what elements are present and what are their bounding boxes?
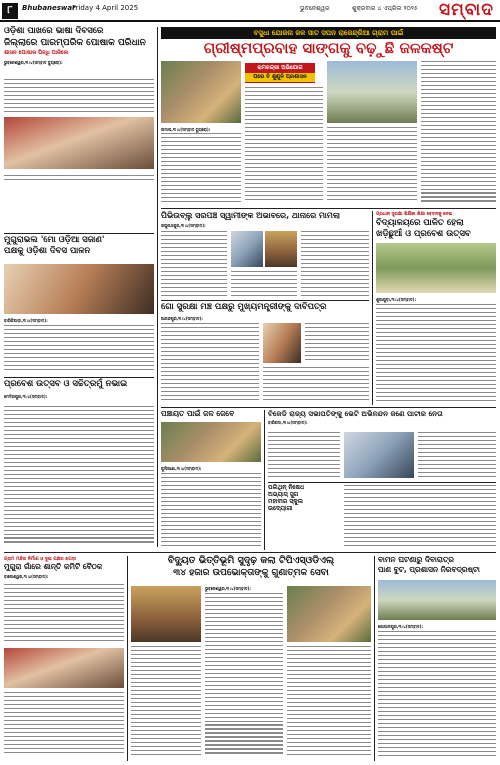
lead-body-col-1 — [161, 133, 241, 205]
story-bottom-left — [4, 556, 124, 761]
story-bottom-main-headline-1: ବିଦ୍ୟୁତ ଭିତ୍ତିଭୂମି ସୁଦୃଢ଼ କଲା ଟିପିଏସ୍‌ଓଡିଏଲ୍ — [167, 555, 335, 566]
story-bottom-main-headline-2: ୩୪ ହଜାର ଉପଭୋକ୍ତାଙ୍କୁ ଗୁଣାତ୍ମକ ସେବା — [173, 567, 329, 578]
story-5-headline: ବିଜେଡି ରାଜ୍ୟ ସଭାପତିଙ୍କୁ ଭେଟି ଅଭିନନ୍ଦନ ଜଣେ ପାଟୀର ନେତା — [268, 409, 443, 418]
story-5-body-col-2 — [418, 432, 496, 478]
story-5-subhead-4: ଉଦ୍ୟୋଗୀ — [268, 504, 293, 512]
story-bottom-right-photo — [378, 580, 496, 620]
story-bottom-main-photo-2 — [287, 586, 371, 642]
story-bottom-left-headline: ମୁଗୁରା ଗାଁରେ ଶାନ୍ତି କମିଟି ବୈଠକ — [4, 562, 103, 571]
left-low-story — [4, 380, 154, 550]
story-bottom-main — [131, 556, 371, 761]
lead-photo-2 — [327, 61, 417, 123]
story-bottom-left-photo — [4, 648, 124, 688]
story-4-headline: ପଞ୍ଚାୟତ ପାଇଁ ଜଳ ଜେବେ — [161, 409, 235, 418]
story-right — [376, 211, 496, 405]
left-top-body — [4, 79, 154, 113]
left-top-kicker: ଶାସନ ପୋଷାକ ପିନ୍ଧି ପାଳିଲେ — [4, 50, 69, 57]
story-4-photo — [161, 422, 261, 462]
lead-body-col-2 — [245, 87, 323, 205]
story-5 — [268, 410, 496, 550]
left-mid-photo — [4, 264, 154, 314]
left-mid-body — [4, 325, 154, 373]
left-top-story — [4, 27, 154, 235]
left-mid-headline-1: ମୁଗୁରାଭଲ 'ମୋ ଓଡ଼ିଆ ସଜାଣ' — [4, 235, 105, 245]
story-bottom-left-dateline: ବାଲେଶ୍ୱର,୩।୪(ସମ୍ବାଦ): — [4, 573, 49, 579]
story-2-headline: ପିଭିଉବ୍ଲୁ ସରପଞ୍ଚ ସ୍ୱାମୀଙ୍କ ଅଭାବରେ, ଥାନାରେ ମାମଲା — [161, 211, 340, 220]
lead-inset-line-1: ରାମଚନ୍ଦ୍ରୀ ଅଭିଯୋଗ — [257, 65, 303, 71]
story-2-body-col-1 — [161, 231, 227, 299]
newspaper-logo: ସମ୍ବାଦ — [439, 0, 494, 20]
left-low-body — [4, 406, 154, 548]
left-mid-headline-2: ପକ୍ଷକୁ ଓଡ଼ିଶା ଦିବସ ପାଳନ — [4, 245, 91, 256]
story-right-headline-1: ବିଦ୍ୟାଳୟରେ ପାଳିତ ହେଲା — [376, 218, 464, 228]
lead-body-col-3 — [327, 127, 417, 205]
story-right-dateline: ଶୁଆଗୁଡ଼ା,୩।୪(ସମ୍ବାଦ): — [376, 297, 417, 302]
story-bottom-left-body-2 — [4, 692, 124, 758]
story-bottom-main-photo-1 — [131, 586, 201, 642]
left-top-dateline: ଭୁବନେଶ୍ୱର,୩।୪(ସମ୍ବାଦ ବ୍ୟୁରୋ): — [4, 60, 63, 66]
lead-body-col-4 — [421, 61, 496, 205]
story-5-body-col-3 — [344, 485, 496, 549]
masthead — [0, 0, 500, 22]
masthead-city: Bhubaneswar — [22, 4, 76, 12]
story-2-photo-2 — [265, 231, 297, 267]
lead-dateline: ଉଦାଳା,୩।୪(ସମ୍ବାଦ ବ୍ୟୁରୋ): — [161, 127, 211, 132]
story-4-dateline: କୁଲିଆଣା,୩।୪(ସମ୍ବାଦ): — [161, 466, 202, 471]
left-top-photo — [4, 117, 154, 169]
story-3-body-col-3 — [305, 323, 369, 363]
lead-kicker: ବସୁଧା ଯୋଜନା ଜଳ ସାତ ସପନ ରାଜେନ୍ଦ୍ରିଆ ଗ୍ରାମ ପାଇଁ — [161, 27, 496, 39]
story-2 — [161, 211, 369, 299]
left-top-caption-body — [4, 175, 154, 183]
story-5-sidebar — [268, 485, 340, 549]
story-bottom-right-dateline: ଗୋପାଳପୁର,୩।୪(ସମ୍ବାଦ): — [378, 624, 424, 629]
left-mid-story — [4, 236, 154, 376]
story-right-kicker: ପ୍ରଧାନ ସୁରକ୍ଷା ଶିକ୍ଷିକା ଶିକ୍ଷା ବେତନକୁ ନେଇ — [376, 212, 453, 217]
story-3-photo — [263, 323, 301, 363]
left-top-headline-1: ଓଡ଼ିଶା ପାଖରେ ଭାଷା ଦିବସରେ — [4, 26, 104, 36]
lead-story — [161, 27, 496, 207]
story-right-body — [376, 304, 496, 404]
masthead-date: Friday 4 April 2025 — [72, 4, 139, 12]
story-bottom-right-headline-2: ପାଣ ବୁଟ, ପ୍ରଶାସନ ନିରବଦ୍ରଷ୍ଟା — [378, 564, 480, 574]
lead-headline: ଗ୍ରୀଷ୍ମପ୍ରବାହ ସାଙ୍ଗକୁ ବଢ଼ୁଛି ଜଳକଷ୍ଟ — [203, 39, 454, 57]
story-3-headline: ଗୋ ସୁରକ୍ଷା ମଞ୍ଚ ପକ୍ଷରୁ ମୁଖ୍ୟମନ୍ତ୍ରୀଙ୍କୁ ଦାବିପତ୍ର — [161, 302, 327, 312]
story-2-body-col-3 — [301, 231, 369, 299]
lead-inset — [245, 63, 315, 83]
story-bottom-left-kicker: ଗ୍ରାମ ମନ୍ଦିର ନିର୍ମାଣ ଓ ଦୁଇ ପକ୍ଷର ଝଗଡ଼ା — [4, 557, 77, 562]
lead-inset-line-2: ପରେ ବି ଶୁଣୁନି ପ୍ରଶାସନ — [245, 73, 315, 82]
story-right-headline-2: ଖଡ଼ିଛୁଆଁ ଓ ପ୍ରବେଶ ଉତ୍ସବ — [376, 228, 471, 239]
left-low-headline: ପ୍ରବେଶ ଉତ୍ସବ ଓ ସଚ୍ଚିତ୍ରମୁଁ ନଭାଇ — [4, 379, 128, 389]
story-bottom-main-body-col-0 — [131, 646, 201, 759]
story-3-body-col-1 — [161, 323, 259, 403]
story-3 — [161, 303, 369, 405]
story-5-photo — [344, 432, 414, 478]
story-bottom-right-body — [378, 631, 496, 759]
left-low-dateline: ମେଦିନାପୁର,୩।୪(ସମ୍ବାଦ): — [4, 393, 48, 399]
story-bottom-left-body — [4, 584, 124, 644]
story-2-photo-1 — [231, 231, 263, 267]
story-5-dateline: ବାରିପଦା,୩।୪(ସମ୍ବାଦ): — [268, 420, 308, 426]
story-4-body — [161, 473, 261, 549]
story-5-subhead-2: ଅଭ୍ୟାସ୍ ସୁଗ — [268, 490, 299, 498]
story-3-dateline: ଆନନ୍ଦପୁର,୩।୪(ସମ୍ବାଦ): — [161, 315, 203, 321]
story-5-subhead-1: ପଲିଥିନ୍ ନିଷେଧ — [268, 484, 305, 491]
page-number: ୮ — [2, 3, 18, 19]
story-4 — [161, 410, 261, 550]
left-top-headline-2: ଜିଲ୍ଲାରେ ପାରମ୍ପରିକ ପୋଷାକ ପରିଧାନ — [4, 37, 146, 48]
story-bottom-main-body-col-1 — [205, 593, 283, 759]
story-bottom-main-body-col-2 — [287, 646, 371, 759]
story-3-body-col-2 — [263, 367, 369, 403]
story-bottom-right-headline-1: ବାମନ ଘଟଣାରୁ ଦିବାରାତ୍ର — [378, 555, 454, 564]
story-5-body-col-1 — [268, 432, 340, 478]
story-bottom-main-dateline: ଭୁବନେଶ୍ୱର,୩।୪(ସମ୍ବାଦ): — [205, 586, 251, 591]
left-mid-dateline: ବାରିକିପାଡ଼ା,୩।୪(ସମ୍ବାଦ): — [4, 318, 48, 323]
story-5-subhead-3: ମହାବୀର ସ୍କୁଲ — [268, 497, 303, 505]
lead-photo — [161, 61, 241, 123]
story-right-photo — [376, 243, 496, 293]
story-bottom-right — [378, 556, 496, 761]
masthead-local-date: ଶୁକ୍ରବାର ୪ ଏପ୍ରିଲ ୨୦୨୫ — [352, 5, 418, 12]
masthead-local-city: ଭୁବନେଶ୍ୱର — [300, 5, 330, 12]
story-2-dateline: ରଘୁନାଥପୁର,୩।୪(ସମ୍ବାଦ): — [161, 223, 206, 229]
story-2-body-col-2 — [231, 271, 297, 299]
